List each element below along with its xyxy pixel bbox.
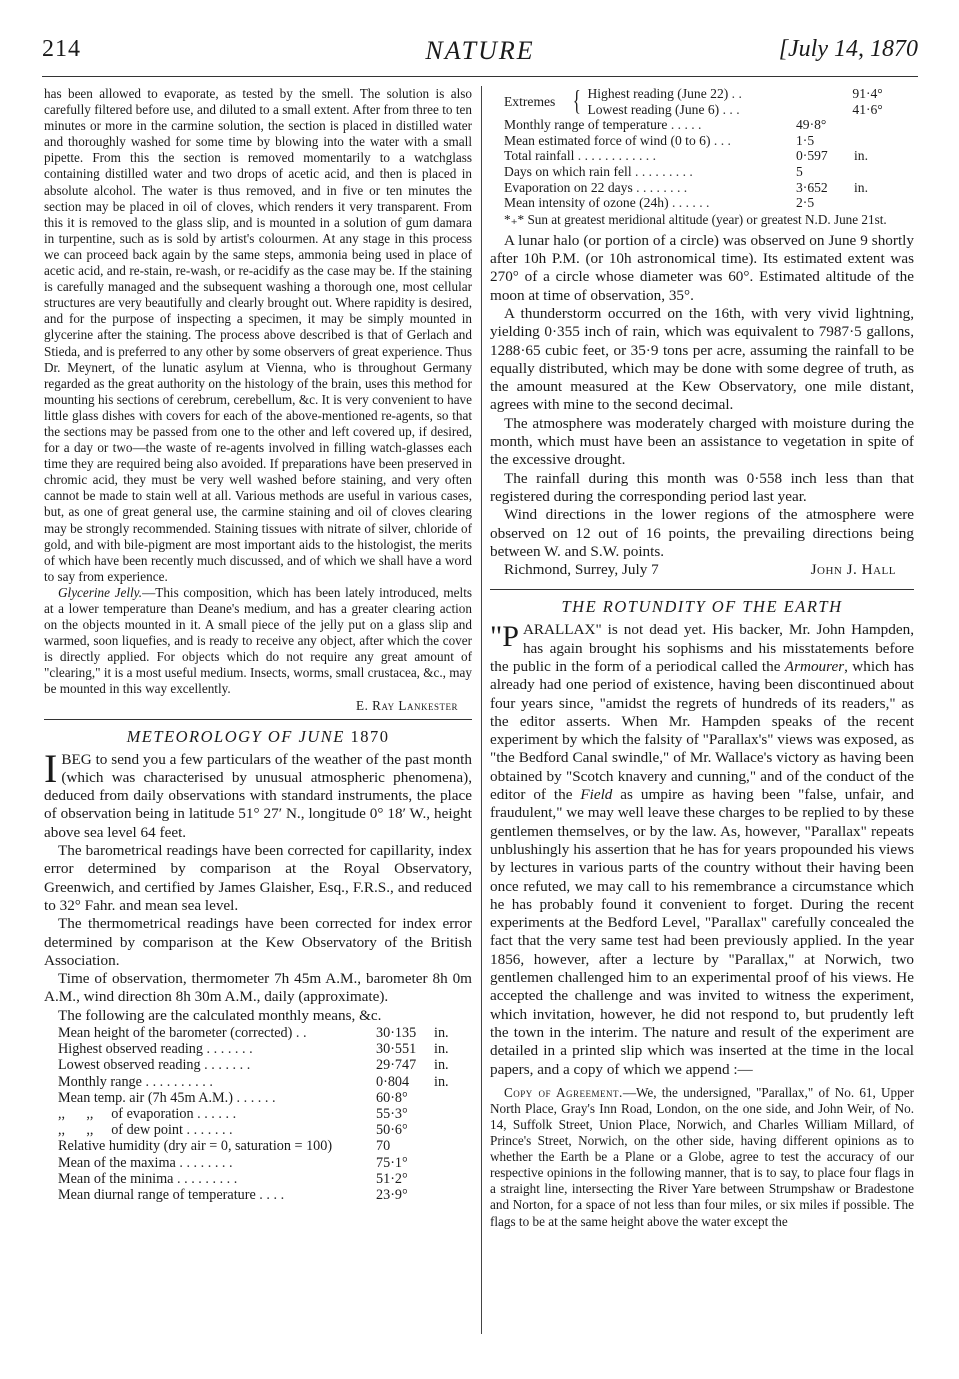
means-leader-dots: . . . . . . . . . [177, 1170, 238, 1187]
means-unit: in. [434, 1041, 449, 1058]
means-leader-dots: . . . . . . . [206, 1041, 253, 1058]
met-paragraph-4: Time of observation, thermometer 7h 45m A.M., barometer 8h 0m A.M., wind direction 8h 30m A.M., daily (approximate). [44, 970, 472, 1006]
extremes-leader-dots: . . [731, 86, 742, 101]
means-row [58, 1122, 468, 1138]
rotundity-title: THE ROTUNDITY OF THE EARTH [561, 597, 843, 617]
means-value: 51·2° [376, 1170, 408, 1187]
means-label: Mean height of the barometer (corrected) [58, 1025, 293, 1042]
stats-value: 3·652 [796, 179, 828, 195]
extremes-row [587, 102, 905, 118]
paragraph-atmosphere: The atmosphere was moderately charged with moisture during the month, which must have been an assistance to vegetation in spite of the excessive drought. [490, 414, 914, 469]
means-leader-dots: . . . . . . . . [179, 1154, 233, 1171]
armourer-title: Armourer [784, 657, 845, 675]
paragraph-lunar-halo: A lunar halo (or portion of a circle) was observed on June 9 shortly after 10h P.M. (or 10h astronomical time). Its estimated extent was 270° of a circle whose diameter was 60°. Estimated altitude of the moon at time of observation, 35°. [490, 231, 914, 304]
means-row [58, 1171, 468, 1187]
means-leader-dots: . . . . . . . [186, 1122, 233, 1139]
author-signature-hall: John J. Hall [810, 561, 896, 579]
means-row [58, 1106, 468, 1122]
stats-unit: in. [854, 148, 868, 164]
stats-label: Mean estimated force of wind (0 to 6) [504, 132, 711, 148]
sun-note: *₊* Sun at greatest meridional altitude (year) or greatest N.D. June 21st. [504, 211, 887, 227]
drop-cap-i: I [44, 745, 58, 791]
means-unit [434, 1187, 468, 1203]
extremes-value: 91·4° [852, 86, 883, 101]
stats-leader-dots: . . . . . . . . . . . . [577, 148, 656, 164]
meteorology-title-year: 1870 [350, 726, 390, 746]
stats-unit [854, 195, 904, 211]
means-unit [434, 1155, 468, 1171]
means-unit: in. [434, 1073, 449, 1090]
means-unit: in. [434, 1025, 449, 1042]
stats-value: 5 [796, 163, 803, 179]
means-unit [434, 1138, 468, 1154]
extremes-label: Highest reading (June 22) [587, 86, 729, 101]
means-leader-dots: . . . . . . . . . . [145, 1073, 213, 1090]
means-label: Mean temp. air (7h 45m A.M.) [58, 1089, 233, 1106]
means-label: ,, ,, of evaporation [58, 1106, 194, 1123]
stats-row [504, 164, 904, 180]
stats-leader-dots: . . . [713, 132, 731, 148]
section-rule [44, 719, 472, 720]
means-label: Highest observed reading [58, 1041, 203, 1058]
paragraph-glycerine-jelly [44, 585, 472, 698]
means-unit [434, 1090, 468, 1106]
stats-label: Monthly range of temperature [504, 117, 668, 133]
means-value: 30·135 [376, 1025, 417, 1042]
stats-table [504, 117, 904, 211]
met-paragraph-2: The barometrical readings have been corrected for capillarity, index error determined by comparison at the Royal Observatory, Greenwich, and certified by James Glaisher, Esq., F.R.S., and reduced to 32° Fahr. and mean sea level. [44, 842, 472, 914]
stats-leader-dots: . . . . . . . . . [635, 163, 693, 179]
means-leader-dots: . . . . . . [197, 1106, 237, 1123]
rotundity-paragraph-1: "PARALLAX" is not dead yet. His backer, Mr. John Hampden, has again brought his sophisms and his misstatements before the public in the form of a periodical called the Armourer, which has already had one period of existence, having been discontinued about four years since, "amidst the regrets of hundreds of its readers," as the editor asserts. When Mr. Hampden speaks of the recent experiment by which the falsity of "Parallax's" views was exposed, as "the Bedford Canal swindle," of Mr. Wallace's victory as having been obtained by "Scotch knavery and cunning," and of the conduct of the editor of the Field as umpire as having been "false, unfair, and fraudulent," we may well leave these charges to be replied to by these gentlemen themselves, or by the law. As, however, "Parallax" repeats unblushingly his assertion that he has for years propounded his views by lectures in various parts of the country without their having been once refuted, we may call to his remembrance a circumstance which he has probably found it convenient to forget. During the recent experiments at the Bedford Level, "Parallax" carefully concealed the fact that the very same test had been previously applied. In the year 1856, however, after a lecture by "Parallax," at Norwich, two gentlemen challenged him to an experimental proof of his views. He accepted the challenge and was invited to witness the experiment, which invitation, however, he did not respond to, but prudently left the town in the interim. The nature and result of the experiment are detailed in a printed slip which was inserted at the time in the local papers, and a copy of which we append :— [490, 620, 914, 1078]
means-row [58, 1155, 468, 1171]
means-label: Lowest observed reading [58, 1057, 201, 1074]
stats-unit [854, 164, 904, 180]
means-value: 75·1° [376, 1154, 408, 1171]
means-leader-dots: . . . . . . . [204, 1057, 251, 1074]
brace-glyph: { [572, 85, 581, 117]
stats-value: 1·5 [796, 132, 815, 148]
extremes-leader-dots: . . . [722, 101, 740, 117]
means-row [58, 1090, 468, 1106]
stats-leader-dots: . . . . . [670, 117, 702, 133]
means-value: 60·8° [376, 1089, 408, 1106]
agreement-heading: Copy of Agreement. [504, 1084, 623, 1100]
means-value: 70 [376, 1138, 391, 1155]
means-label: Monthly range [58, 1073, 142, 1090]
extremes-table [587, 86, 905, 117]
extremes-value: 41·6° [852, 101, 883, 117]
meteorology-title [44, 727, 472, 747]
means-label: Mean of the maxima [58, 1154, 176, 1171]
means-leader-dots: . . [295, 1025, 307, 1042]
stats-value: 2·5 [796, 195, 815, 211]
stats-unit [854, 133, 904, 149]
means-value: 29·747 [376, 1057, 417, 1074]
stats-leader-dots: . . . . . . [672, 195, 710, 211]
means-value: 0·804 [376, 1073, 410, 1090]
stats-unit: in. [854, 179, 868, 195]
monthly-means-table [58, 1025, 468, 1203]
means-value: 50·6° [376, 1122, 408, 1139]
issue-date: [July 14, 1870 [778, 36, 918, 62]
journal-title: NATURE [425, 36, 535, 65]
stats-row [504, 117, 904, 133]
paragraph-thunderstorm: A thunderstorm occurred on the 16th, with very vivid lightning, yielding 0·355 inch of rain, which was equivalent to 7987·5 gallons, 1288·65 cubic feet, or 35·9 tons per acre, assuming the rainfall to be equally distributed, which may be done with some degree of truth, as the amount measured at the Kew Observatory, one mile distant, agrees with mine to the second decimal. [490, 304, 914, 414]
page-number: 214 [42, 36, 81, 62]
signature-place: Richmond, Surrey, July 7 [504, 561, 659, 579]
glycerine-text: —This composition, which has been lately introduced, melts at a lower temperature than Deane's medium, and has a greater clearing action on the objects mounted in it. A small piece of the jelly put on a glass slip and warmed, soon liquefies, and is ready to receive any object, after which the cover is directly applied. For objects which do not require any great amount of "clearing," it is a most useful medium. Insects, worms, small crustacea, &c., may be mounted in this way excellently. [44, 584, 472, 697]
means-value: 55·3° [376, 1106, 408, 1123]
column-divider [481, 86, 482, 1334]
means-label: Mean of the minima [58, 1170, 174, 1187]
means-value: 30·551 [376, 1041, 417, 1058]
agreement-text: —We, the undersigned, "Parallax," of No. 61, Upper North Place, Gray's Inn Road, London, on the one side, and John Weir, of No. 14, Suffolk Street, Union Place, Norwich, and Charles William Millard, of Prince's Street, Norwich, on the other side, having different opinions as to whether the Earth be a Plane or a Globe, agree to test the accuracy of our respective opinions in the following manner, that is to say, to place four flags in a straight line, intersecting the River Yare between Strumpshaw or Bradestone and Norton, for a space of not less than four miles, or six miles if possible. The flags to be at the same height above the water except the [490, 1084, 914, 1229]
met-paragraph-5: The following are the calculated monthly means, &c. [58, 1006, 382, 1024]
paragraph-rainfall: The rainfall during this month was 0·558 inch less than that registered during the corresponding period last year. [490, 469, 914, 505]
extremes-label: Lowest reading (June 6) [587, 101, 720, 117]
section-rule-right [490, 589, 914, 590]
means-label: Mean diurnal range of temperature [58, 1187, 256, 1204]
header-rule [42, 76, 918, 77]
stats-unit [854, 117, 904, 133]
stats-value: 49·8° [796, 117, 827, 133]
means-unit [434, 1171, 468, 1187]
field-title: Field [580, 786, 613, 804]
means-row [58, 1057, 468, 1073]
paragraph-wind: Wind directions in the lower regions of the atmosphere were observed on 12 out of 16 points, the prevailing directions being between W. and S.W. points. [490, 506, 914, 560]
stats-label: Mean intensity of ozone (24h) [504, 195, 669, 211]
glycerine-heading: Glycerine Jelly. [58, 584, 143, 600]
extremes-block [490, 86, 914, 117]
stats-row [504, 148, 904, 164]
copy-of-agreement [490, 1085, 914, 1230]
means-label: Relative humidity (dry air = 0, saturation = 100) [58, 1138, 333, 1155]
stats-row [504, 133, 904, 149]
means-leader-dots: . . . . [259, 1187, 285, 1204]
paragraph-staining-continued: has been allowed to evaporate, as tested by the smell. The solution is also carefully filtered before use, and diluted to a small extent. After from three to ten minutes or more in the carmine solution, the section is placed in distilled water and thoroughly washed for some time by blowing into the water with a small pipette. From this the section is removed momentarily to a watchglass containing distilled water and two drops of acetic acid, and then is placed in absolute alcohol. The water is thus removed, and in five or ten minutes the section may be placed in oil of cloves, which renders it very transparent. From this it is removed to the glass slip, and is mounted in a solution of gum damara in turpentine, such as is sold by artist's colourmen. At any stage in this process we can proceed back again by the same steps, ammonia being used in place of acetic acid, and re-stain, re-wash, or re-acidify as the case may be. If the staining is carefully managed and the subsequent washing a thorough one, most cellular structures are very beautifully and clearly brought out. Where rapidity is desired, and for the purpose of inspecting a specimen, it may be simply mounted in glycerine after the staining. The process above described is that of Gerlach and Stieda, and is preferred to any other by some observers of great experience. Thus Dr. Meynert, of the lunatic asylum at Vienna, who is throughout Germany regarded as the great authority on the histology of the brain, uses this method for mounting his sections of cerebrum, cerebellum, &c. It is very convenient to have little glass dishes with covers for each of the above-mentioned re-agents, so that the sections may be passed from one to the other and left covered up, if desired, for a day or two—the waste of re-agents involved in filling watch-glasses each time they are required being also avoided. If preparations have been preserved in chromic acid, they must be very well washed before staining, and very often cannot be made to stain well at all. Various methods are useful in various cases, but, as one of great general use, the carmine staining and oil of cloves clearing may be strongly recommended. Staining tissues with nitrate of silver, chloride of gold, and with bile-pigment are most important aids to the histologist, the merits of which have been recently much discussed, and of which we shall have a word to say from experience. [44, 86, 472, 584]
stats-row [504, 195, 904, 211]
means-row [58, 1074, 468, 1090]
stats-label: Days on which rain fell [504, 163, 632, 179]
means-row [58, 1025, 468, 1041]
means-row [58, 1138, 468, 1154]
means-value: 23·9° [376, 1187, 408, 1204]
hall-signature-row [490, 561, 914, 579]
stats-row [504, 180, 904, 196]
page-header [42, 36, 918, 70]
drop-cap-p: "P [490, 620, 519, 654]
right-column [490, 86, 914, 1230]
means-unit [434, 1122, 468, 1138]
means-label: ,, ,, of dew point [58, 1122, 183, 1139]
signature-row [44, 698, 472, 714]
extremes-row [587, 86, 905, 102]
means-row [58, 1041, 468, 1057]
meteorology-title-text: METEOROLOGY OF JUNE [126, 726, 345, 746]
means-row [58, 1187, 468, 1203]
means-unit: in. [434, 1057, 449, 1074]
means-unit [434, 1106, 468, 1122]
author-signature: E. Ray Lankester [356, 697, 458, 713]
met-paragraph-3: The thermometrical readings have been corrected for index error determined by comparison at the Kew Observatory of the British Association. [44, 915, 472, 969]
extremes-label: Extremes [504, 93, 556, 109]
stats-value: 0·597 [796, 148, 828, 164]
stats-label: Total rainfall [504, 148, 575, 164]
stats-label: Evaporation on 22 days [504, 179, 633, 195]
stats-leader-dots: . . . . . . . . [636, 179, 688, 195]
means-leader-dots: . . . . . . [236, 1089, 276, 1106]
left-column [44, 86, 472, 1203]
met-paragraph-1: IBEG to send you a few particulars of the weather of the past month (which was characterised by unusual atmospheric phenomena), deduced from daily observations with standard instruments, the place of observation being in latitude 51° 27′ N., longitude 0° 18′ W., height above sea level 64 feet. [44, 745, 472, 841]
